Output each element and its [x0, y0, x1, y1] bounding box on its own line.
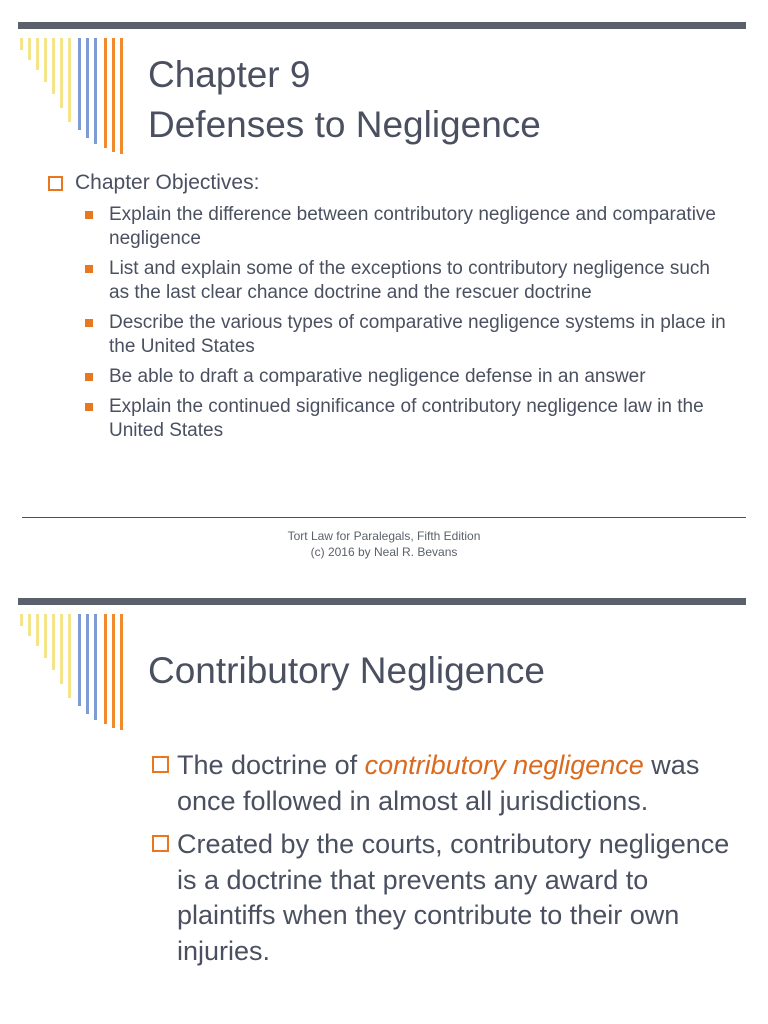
- stripe: [28, 614, 31, 636]
- objectives-list: [82, 203, 732, 449]
- stripe: [36, 614, 39, 646]
- footer-divider: [22, 517, 746, 518]
- list-item: [82, 203, 732, 251]
- objectives-heading-label: Chapter Objectives:: [75, 171, 260, 194]
- slide-top-bar: [18, 22, 746, 29]
- list-item: [82, 311, 732, 359]
- stripe: [112, 38, 115, 152]
- list-item: [82, 257, 732, 305]
- slide-footer: [0, 528, 768, 560]
- list-item: [82, 365, 732, 389]
- stripe: [44, 38, 47, 82]
- list-item: [82, 395, 732, 443]
- slide-title: [148, 50, 541, 150]
- square-bullet-icon: [85, 319, 93, 327]
- stripe: [60, 614, 63, 684]
- decorative-stripes: [18, 614, 128, 774]
- square-bullet-icon: [85, 373, 93, 381]
- objective-text: List and explain some of the exceptions to contributory negligence such as the last clear chance doctrine and the rescuer doctrine: [109, 258, 710, 303]
- stripe: [104, 614, 107, 724]
- slide-contributory-negligence: [0, 594, 768, 1024]
- title-line-chapter: Chapter 9: [148, 54, 311, 95]
- bullet-prefix: The doctrine of: [177, 750, 365, 780]
- body-bullet-list: [152, 748, 732, 977]
- list-item: [152, 827, 732, 969]
- stripe: [104, 38, 107, 148]
- bullet-suffix: was once followed in almost all jurisdictions.: [177, 750, 700, 816]
- title-line-topic: Defenses to Negligence: [148, 104, 541, 145]
- footer-book-title: Tort Law for Paralegals, Fifth Edition: [287, 529, 481, 543]
- stripe: [78, 614, 81, 706]
- stripe: [120, 38, 123, 154]
- stripe: [52, 614, 55, 670]
- stripe: [44, 614, 47, 658]
- square-bullet-icon: [85, 265, 93, 273]
- objective-text: Explain the continued significance of contributory negligence law in the United States: [109, 396, 704, 441]
- stripe: [86, 614, 89, 714]
- stripe: [120, 614, 123, 730]
- square-bullet-icon: [48, 176, 63, 191]
- stripe: [86, 38, 89, 138]
- square-bullet-icon: [85, 211, 93, 219]
- bullet-text: Created by the courts, contributory negligence is a doctrine that prevents any award to plaintiffs when they contribute to their own injuries.: [177, 829, 730, 966]
- objective-text: Describe the various types of comparative negligence systems in place in the United States: [109, 312, 726, 357]
- stripe: [28, 38, 31, 60]
- stripe: [94, 614, 97, 720]
- stripe: [94, 38, 97, 144]
- square-bullet-icon: [85, 403, 93, 411]
- square-bullet-icon: [152, 756, 169, 773]
- highlighted-term: contributory negligence: [364, 750, 644, 780]
- list-item: [152, 748, 732, 819]
- slide-title: Contributory Negligence: [148, 650, 545, 691]
- stripe: [36, 38, 39, 70]
- objectives-heading: [48, 171, 259, 195]
- stripe: [52, 38, 55, 94]
- stripe: [112, 614, 115, 728]
- stripe: [20, 38, 23, 50]
- slide-top-bar: [18, 598, 746, 605]
- footer-copyright: (c) 2016 by Neal R. Bevans: [310, 545, 458, 559]
- stripe: [78, 38, 81, 130]
- objective-text: Be able to draft a comparative negligence defense in an answer: [109, 366, 646, 387]
- stripe: [60, 38, 63, 108]
- square-bullet-icon: [152, 835, 169, 852]
- objective-text: Explain the difference between contributory negligence and comparative negligence: [109, 204, 716, 249]
- stripe: [68, 614, 71, 698]
- stripe: [68, 38, 71, 122]
- stripe: [20, 614, 23, 626]
